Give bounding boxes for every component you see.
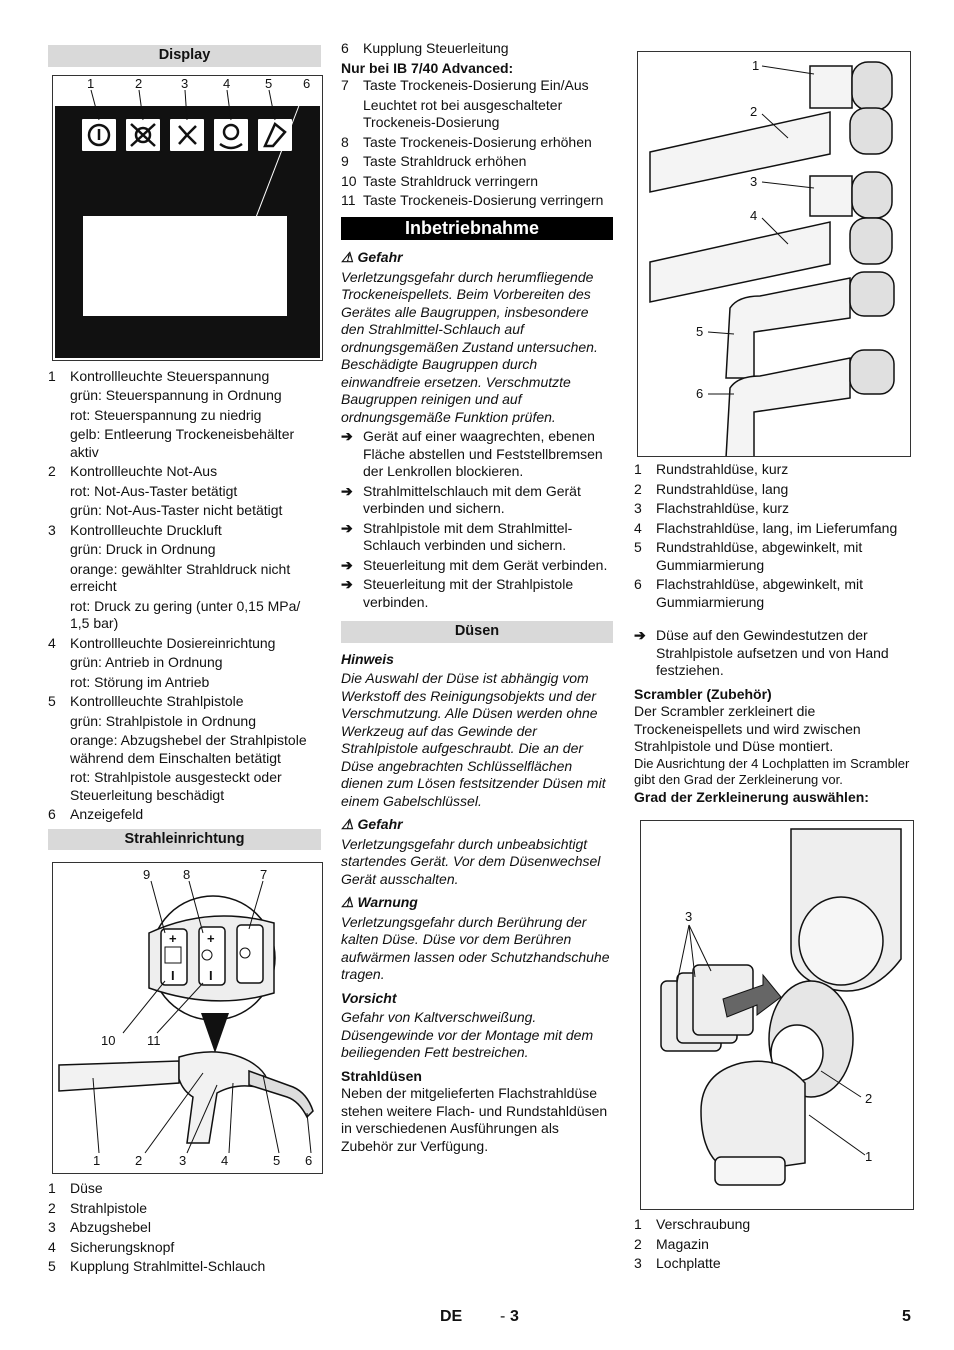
list-item: 3 Flachstrahldüse, kurz: [634, 500, 790, 516]
list-item: 4 Kontrollleuchte Dosiereinrichtung: [48, 634, 276, 651]
scrambler-legend: [634, 1216, 913, 1273]
gun-callout: 1: [93, 1153, 101, 1168]
warning-triangle-icon: ⚠: [341, 816, 354, 832]
list-item: 11 Taste Trockeneis-Dosierung verringern: [341, 192, 604, 208]
nozzle-callout: 2: [750, 104, 758, 119]
list-item: 1 Verschraubung: [634, 1216, 751, 1232]
column-right: [634, 40, 913, 1275]
list-item: 9 Taste Strahldruck erhöhen: [341, 153, 527, 169]
list-sub: grün: Antrieb in Ordnung: [70, 654, 223, 670]
display-heading: Display: [48, 45, 321, 67]
column-middle: [341, 40, 613, 1155]
arrow-right-icon: ➔: [341, 556, 353, 573]
list-sub: orange: gewählter Strahldruck nicht erreicht: [70, 560, 291, 594]
display-callout: 1: [87, 75, 95, 91]
list-item: 2 Rundstrahldüse, lang: [634, 480, 789, 497]
gun-callout: 3: [179, 1153, 187, 1168]
nozzle-figure: [637, 51, 911, 457]
step-item: ➔ Steuerleitung mit der Strahlpistole verbinden.: [341, 576, 574, 610]
list-sub: rot: Steuerspannung zu niedrig: [70, 406, 262, 423]
gun-callout: 11: [147, 1033, 161, 1048]
display-callout: 5: [265, 75, 273, 91]
scrambler-callout: 3: [685, 909, 693, 924]
scrambler-heading: Scrambler (Zubehör): [634, 685, 772, 702]
strahleinrichtung-heading: Strahleinrichtung: [48, 829, 321, 851]
list-item: 6 Anzeigefeld: [48, 806, 144, 822]
gefahr-heading: ⚠ Gefahr: [341, 816, 403, 832]
list-sub: Leuchtet rot bei ausgeschalteter Trockeneis-Dosierung: [363, 96, 563, 130]
arrow-right-icon: ➔: [341, 576, 353, 592]
ib-advanced-label: Nur bei IB 7/40 Advanced:: [341, 59, 514, 76]
gun-callout: 8: [183, 867, 191, 882]
gun-callout: 9: [143, 867, 151, 882]
gun-callout: 6: [305, 1153, 313, 1168]
list-item: 6 Flachstrahldüse, abgewinkelt, mit Gummiarmierung: [634, 576, 863, 610]
list-item: 2 Kontrollleuchte Not-Aus: [48, 463, 218, 479]
display-callout: 4: [223, 75, 231, 91]
warnung-heading: ⚠ Warnung: [341, 894, 418, 910]
display-callout: 3: [181, 75, 189, 91]
display-callout: 2: [135, 75, 143, 91]
scrambler-note: Die Ausrichtung der 4 Lochplatten im Scrambler gibt den Grad der Zerkleinerung vor.: [634, 755, 910, 787]
nozzle-callout: 5: [696, 324, 704, 339]
list-sub: grün: Not-Aus-Taster nicht betätigt: [70, 502, 283, 518]
list-sub: grün: Strahlpistole in Ordnung: [70, 712, 256, 729]
gun-callout: 10: [101, 1033, 116, 1048]
warnung-text: Verletzungsgefahr durch Berührung der kalten Düse. Düse vor dem Berühren aufwärmen lassen oder Schutzhandschuhe tragen.: [341, 913, 610, 982]
list-sub: rot: Not-Aus-Taster betätigt: [70, 482, 238, 499]
grad-heading: Grad der Zerkleinerung auswählen:: [634, 788, 869, 805]
gun-callout: 4: [221, 1153, 229, 1168]
scrambler-callout: 1: [865, 1149, 873, 1164]
list-item: 3 Kontrollleuchte Druckluft: [48, 521, 222, 538]
display-legend: [48, 368, 321, 824]
svg-text:+: +: [207, 931, 215, 946]
display-callout: 6: [303, 75, 311, 91]
gun-illustration: [53, 863, 322, 1173]
scrambler-text: Der Scrambler zerkleinert die Trockeneispellets und wird zwischen Strahlpistole und Düse montiert.: [634, 703, 861, 754]
nozzle-legend: [634, 461, 913, 611]
list-sub: grün: Steuerspannung in Ordnung: [70, 387, 282, 403]
list-item: 4 Sicherungsknopf: [48, 1238, 175, 1255]
strahl-legend: [48, 1180, 321, 1276]
list-sub: grün: Druck in Ordnung: [70, 541, 216, 557]
list-item: 5 Kupplung Strahlmittel-Schlauch: [48, 1258, 266, 1274]
duesen-heading: Düsen: [341, 621, 613, 643]
nozzle-callout: 4: [750, 208, 758, 223]
inbetrieb-steps: [341, 428, 613, 611]
list-item: 2 Magazin: [634, 1235, 709, 1252]
list-item: 1 Düse: [48, 1180, 103, 1196]
nozzle-callout: 3: [750, 174, 758, 189]
display-figure: [52, 75, 323, 361]
inbetriebnahme-heading: Inbetriebnahme: [341, 217, 613, 241]
list-sub: rot: Strahlpistole ausgesteckt oder Steuerleitung beschädigt: [70, 769, 282, 803]
arrow-right-icon: ➔: [634, 627, 646, 643]
nozzle-callout: 6: [696, 386, 704, 401]
step-item: ➔ Strahlmittelschlauch mit dem Gerät verbinden und sichern.: [341, 482, 581, 516]
list-sub: gelb: Entleerung Trockeneisbehälter aktiv: [70, 426, 295, 460]
display-illustration: [53, 76, 322, 360]
warning-triangle-icon: ⚠: [341, 894, 354, 910]
svg-text:I: I: [209, 968, 213, 983]
gefahr-heading: ⚠ Gefahr: [341, 249, 403, 265]
arrow-right-icon: ➔: [341, 428, 353, 444]
gefahr-text: Verletzungsgefahr durch unbeabsichtigt startendes Gerät. Vor dem Düsenwechsel Gerät ausschalten.: [341, 835, 601, 887]
footer-page-num: 3: [510, 1308, 519, 1325]
strahlduesen-heading: Strahldüsen: [341, 1067, 422, 1084]
column-left: [48, 40, 321, 1278]
list-sub: rot: Druck zu gering (unter 0,15 MPa/ 1,5 bar): [70, 597, 301, 631]
warning-triangle-icon: ⚠: [341, 249, 354, 265]
list-item: 3 Lochplatte: [634, 1255, 721, 1271]
step-item: ➔ Gerät auf einer waagrechten, ebenen Fläche abstellen und Feststellbremsen der Lenkrollen blockieren.: [341, 428, 603, 479]
hinweis-heading: Hinweis: [341, 650, 394, 667]
arrow-right-icon: ➔: [341, 482, 353, 499]
arrow-right-icon: ➔: [341, 519, 353, 536]
vorsicht-heading: Vorsicht: [341, 989, 397, 1006]
nozzle-callout: 1: [752, 58, 760, 73]
gun-callout: 7: [260, 867, 268, 882]
list-item: 10 Taste Strahldruck verringern: [341, 172, 539, 189]
hinweis-text: Die Auswahl der Düse ist abhängig vom Werkstoff des Reinigungsobjekts und der Verschmutzung. Alle Düsen werden ohne Werkzeug auf das Gewinde der Strahlpistole aufgeschraubt. Die an der Düse angebrachten Schlüsselflächen dienen zum Lösen festsitzender Düsen mit einem Gabelschlüssel.: [341, 670, 606, 809]
vorsicht-text: Gefahr von Kaltverschweißung. Düsengewinde vor der Montage mit dem beiliegenden Fett bestreichen.: [341, 1009, 594, 1060]
list-sub: orange: Abzugshebel der Strahlpistole während dem Einschalten betätigt: [70, 732, 307, 766]
step-item: ➔ Steuerleitung mit dem Gerät verbinden.: [341, 556, 608, 573]
list-item: 7 Taste Trockeneis-Dosierung Ein/Aus: [341, 77, 589, 93]
strahlduesen-text: Neben der mitgelieferten Flachstrahldüse stehen weitere Flach- und Rundstahldüsen in verschiedenen Ausführungen als Zubehör zur Verfügung.: [341, 1085, 608, 1154]
footer-page-right: 5: [902, 1308, 911, 1325]
step-item: ➔ Düse auf den Gewindestutzen der Strahlpistole aufsetzen und von Hand festziehen.: [634, 627, 889, 678]
svg-text:+: +: [169, 931, 177, 946]
list-item: 3 Abzugshebel: [48, 1219, 151, 1235]
gun-callout: 5: [273, 1153, 281, 1168]
scrambler-callout: 2: [865, 1091, 873, 1106]
list-item: 5 Rundstrahldüse, abgewinkelt, mit Gummiarmierung: [634, 539, 863, 573]
list-item: 5 Kontrollleuchte Strahlpistole: [48, 693, 244, 709]
list-item: 8 Taste Trockeneis-Dosierung erhöhen: [341, 133, 592, 150]
gun-callout: 2: [135, 1153, 143, 1168]
scrambler-figure: [640, 820, 914, 1210]
footer-lang: DE: [440, 1308, 463, 1325]
list-item: 1 Kontrollleuchte Steuerspannung: [48, 367, 270, 384]
list-item: 1 Rundstrahldüse, kurz: [634, 461, 789, 477]
footer-sep: -: [500, 1308, 506, 1325]
list-item: 6 Kupplung Steuerleitung: [341, 40, 509, 56]
nozzles-illustration: [638, 52, 910, 456]
list-sub: rot: Störung im Antrieb: [70, 673, 210, 690]
list-item: 2 Strahlpistole: [48, 1199, 148, 1216]
gefahr-text: Verletzungsgefahr durch herumfliegende Trockeneispellets. Beim Vorbereiten des Gerätes alle Baugruppen, insbesondere den Strahlmittel-Schlauch auf ordnungsgemäßen Zustand untersuchen. Beschädigte Baugruppen durch einwandfreie ersetzen. Verschmutzte Baugruppen reinigen und auf ordnungsgemäße Funktion prüfen.: [341, 268, 598, 425]
list-item: 4 Flachstrahldüse, lang, im Lieferumfang: [634, 519, 898, 536]
step-item: ➔ Strahlpistole mit dem Strahlmittel-Schlauch verbinden und sichern.: [341, 519, 573, 553]
strahleinrichtung-figure: [52, 862, 323, 1174]
scrambler-illustration: [641, 821, 913, 1209]
svg-text:I: I: [171, 968, 175, 983]
